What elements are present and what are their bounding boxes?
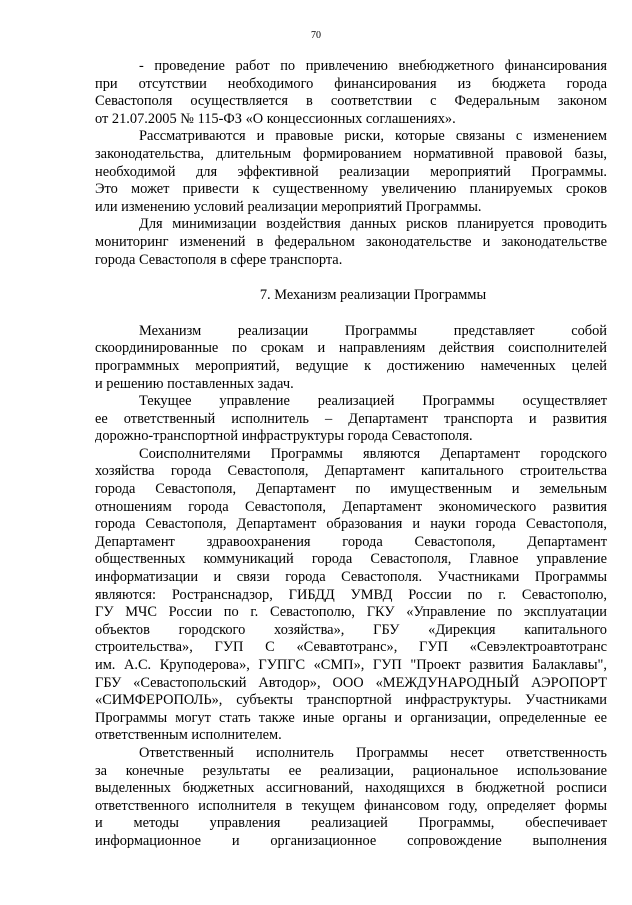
- text-line: - проведение работ по привлечению внебюджетного финансирования: [139, 58, 607, 74]
- text-line: ГБУ «Севастопольский Автодор», ООО «МЕЖДУНАРОДНЫЙ АЭРОПОРТ: [95, 674, 607, 691]
- text-line: ее ответственный исполнитель – Департамент транспорта и развития: [95, 410, 607, 427]
- text-line: от 21.07.2005 № 115-ФЗ «О концессионных соглашениях».: [95, 110, 456, 127]
- text-line: законодательства, длительным формированием нормативной правовой базы,: [95, 145, 607, 162]
- section-heading: 7. Механизм реализации Программы: [259, 287, 487, 304]
- text-line: информационное и организационное сопровождение выполнения: [95, 832, 607, 849]
- paragraph: [95, 58, 607, 128]
- text-line: являются: Ространснадзор, ГИБДД УМВД России по г. Севастополю,: [95, 586, 607, 603]
- text-line: объектов городского хозяйства», ГБУ «Дирекция капитального: [95, 621, 607, 638]
- text-line: программных мероприятий, ведущие к достижению намеченных целей: [95, 357, 607, 374]
- text-line: Текущее управление реализацией Программы осуществляет: [139, 393, 607, 410]
- text-line: Ответственный исполнитель Программы несет ответственность: [139, 744, 607, 761]
- text-line: города Севастополя, Департамент по имущественным и земельным: [95, 481, 607, 498]
- paragraph: [95, 446, 607, 745]
- paragraph: [95, 216, 607, 269]
- text-line: Департамент здравоохранения города Севастополя, Департамент: [95, 533, 607, 550]
- text-line: отношениям города Севастополя, Департамент экономического развития: [95, 498, 607, 515]
- text-line: ГУ МЧС России по г. Севастополю, ГКУ «Управление по эксплуатации: [95, 604, 607, 621]
- text-line: дорожно-транспортной инфраструктуры города Севастополя.: [95, 428, 473, 445]
- text-line: им. А.С. Круподерова», ГУПГС «СМП», ГУП "Проект развития Балаклавы",: [95, 657, 607, 673]
- text-line: при отсутствии необходимого финансирования из бюджета города: [95, 75, 607, 92]
- text-line: Соисполнителями Программы являются Департамент городского: [139, 445, 607, 462]
- paragraph: [95, 323, 607, 393]
- text-line: Это может привести к существенному увеличению планируемых сроков: [95, 181, 607, 198]
- paragraph: [95, 128, 607, 216]
- text-line: общественных коммуникаций города Севастополя, Главное управление: [95, 551, 607, 568]
- text-line: города Севастополя в сфере транспорта.: [95, 251, 343, 268]
- document-body: [95, 58, 607, 851]
- text-line: Для минимизации воздействия данных рисков планируется проводить: [139, 216, 607, 233]
- paragraph: [95, 393, 607, 446]
- text-line: мониторинг изменений в федеральном законодательстве и законодательстве: [95, 233, 607, 250]
- text-line: ответственного исполнителя в текущем финансовом году, определяет формы: [95, 797, 607, 814]
- text-line: выделенных бюджетных ассигнований, находящихся в бюджетной росписи: [95, 780, 607, 797]
- text-line: и решению поставленных задач.: [95, 375, 294, 392]
- text-line: скоординированные по срокам и направлениям действия соисполнителей: [95, 340, 607, 357]
- text-line: информатизации и связи города Севастополя. Участниками Программы: [95, 569, 607, 586]
- text-line: за конечные результаты ее реализации, рациональное использование: [95, 762, 607, 779]
- page-number: 70: [311, 30, 321, 41]
- text-line: или изменению условий реализации мероприятий Программы.: [95, 198, 482, 215]
- paragraph: [95, 745, 607, 851]
- text-line: хозяйства города Севастополя, Департамент капитального строительства: [95, 463, 607, 480]
- text-line: Рассматриваются и правовые риски, которые связаны с изменением: [139, 128, 607, 145]
- text-line: и методы управления реализацией Программы, обеспечивает: [95, 815, 607, 832]
- text-line: города Севастополя, Департамент образования и науки города Севастополя,: [95, 516, 607, 533]
- text-line: строительства», ГУП С «Севавтотранс», ГУП «Севэлектроавтотранс: [95, 639, 607, 656]
- text-line: Программы могут стать также иные органы и организации, определенные ее: [95, 709, 607, 726]
- text-line: Механизм реализации Программы представляет собой: [139, 322, 607, 339]
- text-line: необходимой для эффективной реализации мероприятий Программы.: [95, 163, 607, 180]
- text-line: Севастополя осуществляется в соответствии с Федеральным законом: [95, 93, 607, 110]
- text-line: «СИМФЕРОПОЛЬ», субъекты транспортной инфраструктуры. Участниками: [95, 692, 607, 709]
- text-line: ответственным исполнителем.: [95, 727, 282, 744]
